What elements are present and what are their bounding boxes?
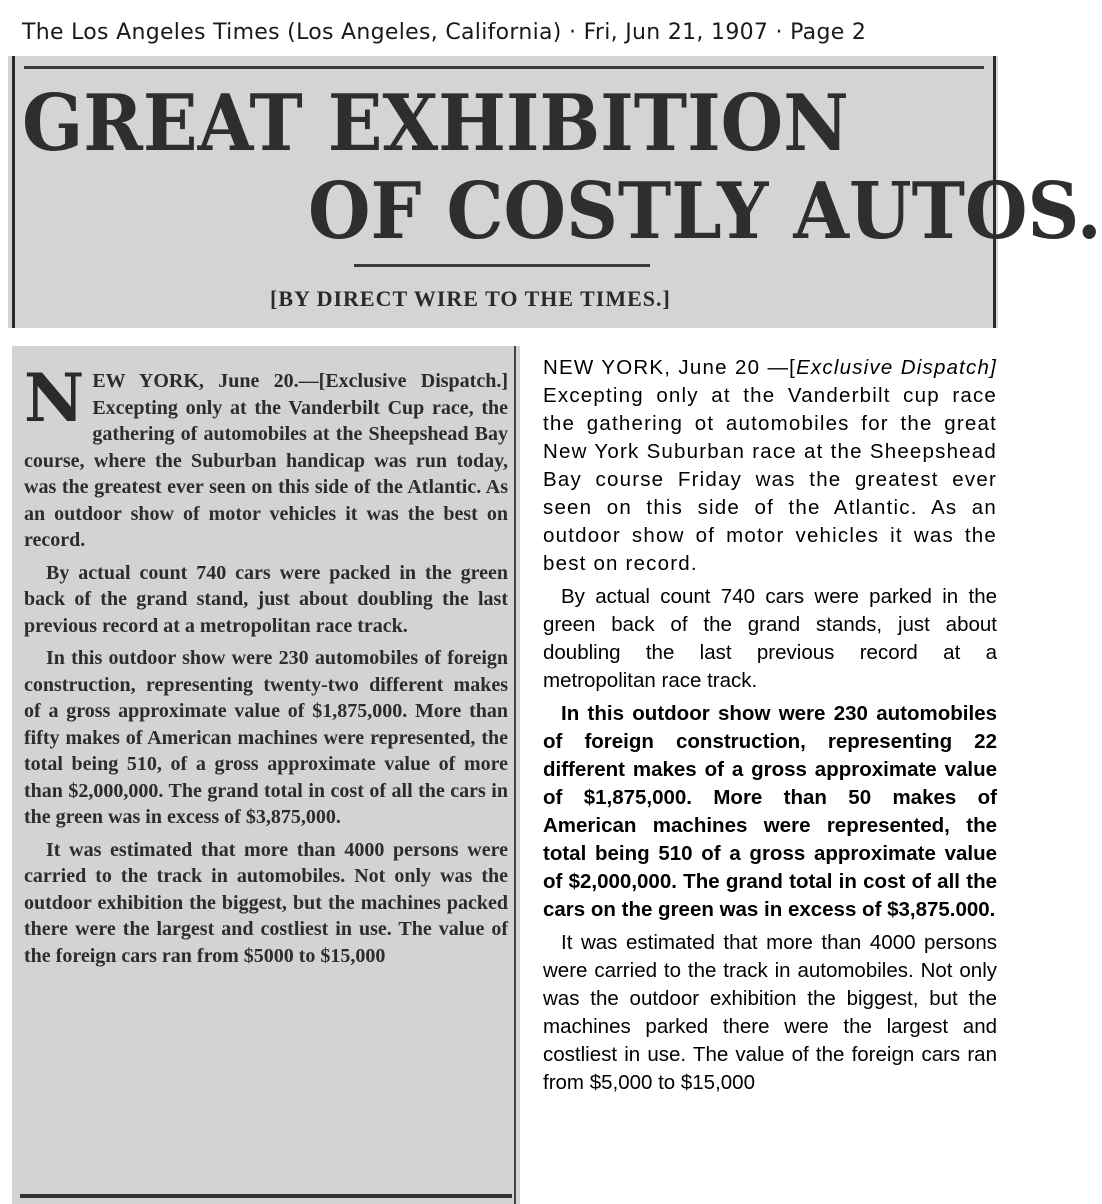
source-citation: The Los Angeles Times (Los Angeles, California) · Fri, Jun 21, 1907 · Page 2 (22, 20, 867, 45)
drop-cap: N (24, 359, 85, 437)
clipping-paragraph-2: By actual count 740 cars were packed in the green back of the grand stand, just about doubling the last previous record at a metropolitan race track. (24, 561, 508, 637)
headline-top-rule (24, 66, 984, 69)
column-bottom-rule (20, 1194, 512, 1198)
transcription-text (543, 354, 997, 1102)
transcript-paragraph-3: In this outdoor show were 230 automobiles of foreign construction, representing 22 different makes of a gross approximate value of $1,875,000. More than 50 makes of American machines were represented, the total being 510 of a gross approximate value of $2,000,000. The grand total in cost of all the cars on the green was in excess of $3,875.000. (543, 702, 997, 921)
transcript-paragraph-1 (543, 354, 997, 578)
source-header (0, 0, 1016, 64)
headline-line-1: GREAT EXHIBITION (22, 78, 849, 169)
clipping-paragraph-1 (24, 359, 508, 554)
transcript-dispatch-italic: Exclusive Dispatch] (796, 356, 997, 379)
headline-left-rule (12, 56, 15, 328)
clipping-article-text (24, 359, 508, 975)
clipping-paragraph-3: In this outdoor show were 230 automobiles of foreign construction, representing twenty-two different makes of a gross approximate value of $1,875,000. More than fifty makes of American machines were represented, the total being 510, of a gross approximate value of more than $2,000,000. The grand total in cost of all the cars in the green was in excess of $3,875,000. (24, 647, 508, 828)
article-clipping-image (12, 346, 520, 1204)
headline-clipping-image (8, 56, 1102, 328)
transcript-paragraph-1-text: Excepting only at the Vanderbilt cup race the gathering ot automobiles for the great New York Suburban race at the Sheepshead Bay course Friday was the greatest ever seen on this side of the Atlantic. As an outdoor show of motor vehicles it was the best on record. (543, 384, 997, 575)
transcript-paragraph-4: It was estimated that more than 4000 persons were carried to the track in automobiles. Not only was the outdoor exhibition the biggest, but the machines parked there were the largest and costliest in use. The value of the foreign cars ran from $5,000 to $15,000 (543, 931, 997, 1094)
transcript-dateline: NEW YORK, June 20 —[ (543, 356, 797, 379)
clipping-paragraph-1-text: EW YORK, June 20.—[Exclusive Dispatch.] Excepting only at the Vanderbilt Cup race, the gathering of automobiles at the Sheepshead Bay course, where the Suburban handicap was run today, was the greatest ever seen on this side of the Atlantic. As an outdoor show of motor vehicles it was the best on record. (24, 370, 508, 551)
headline-line-2: OF COSTLY AUTOS. (308, 166, 1102, 257)
clipping-paragraph-4: It was estimated that more than 4000 persons were carried to the track in automobiles. Not only was the outdoor exhibition the biggest, but the machines packed there were the largest and costliest in use. The value of the foreign cars ran from $5000 to $15,000 (24, 838, 508, 967)
column-right-rule (514, 346, 516, 1204)
headline-divider (354, 264, 650, 267)
transcript-paragraph-2: By actual count 740 cars were parked in the green back of the grand stands, just about doubling the last previous record at a metropolitan race track. (543, 585, 997, 692)
byline: [BY DIRECT WIRE TO THE TIMES.] (270, 286, 671, 311)
